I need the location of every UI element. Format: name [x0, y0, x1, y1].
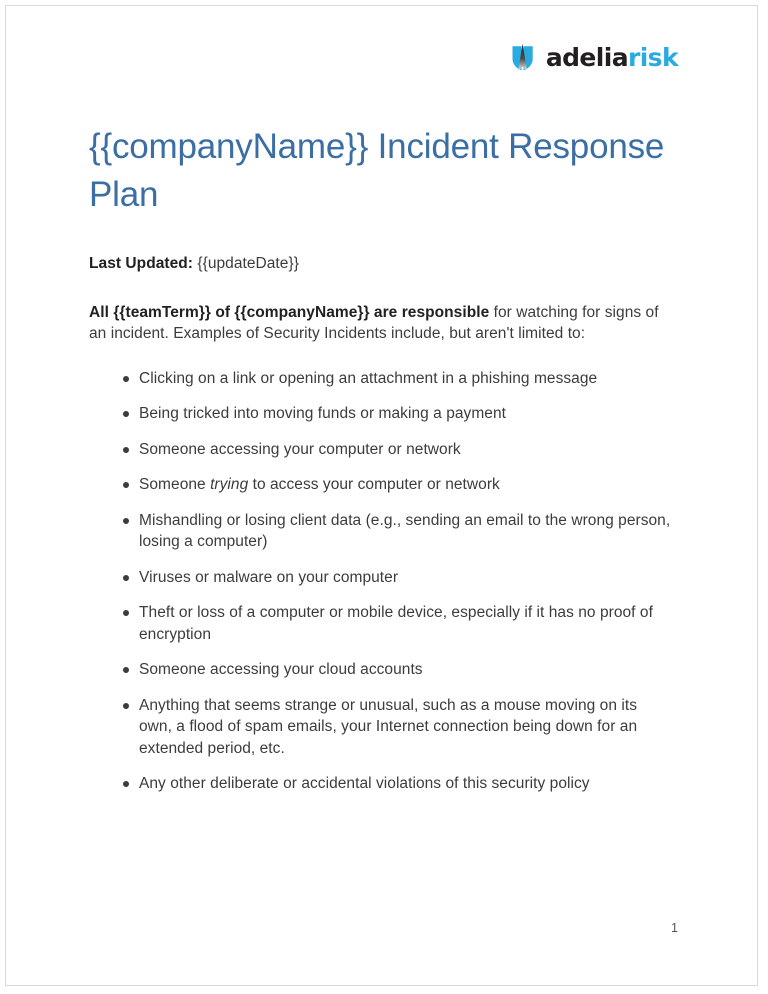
list-item [89, 474, 676, 496]
list-item-text-italic: trying [210, 476, 249, 493]
list-item-text: Any other deliberate or accidental violations of this security policy [139, 775, 590, 792]
incident-examples-list [89, 368, 676, 795]
list-item [89, 368, 676, 390]
list-item-text: Viruses or malware on your computer [139, 568, 399, 586]
last-updated-value: {{updateDate}} [197, 255, 299, 272]
list-item [89, 439, 676, 461]
list-item [89, 602, 674, 645]
intro-bold-lead: All {{teamTerm}} of {{companyName}} are responsible [89, 303, 490, 321]
list-item [89, 695, 674, 760]
list-item-text: Mishandling or losing client data (e.g., sending an email to the wrong person, losing a computer) [139, 511, 671, 550]
list-item [89, 773, 676, 795]
list-item-text-after: to access your computer or network [248, 476, 500, 493]
list-item-text-before: Someone [139, 476, 211, 493]
list-item-text: Theft or loss of a computer or mobile device, especially if it has no proof of encryption [139, 604, 653, 643]
intro-paragraph [89, 302, 661, 345]
intro-rest: for watching for signs of an incident. Examples of Security Incidents include, but aren't limited to: [89, 303, 659, 342]
list-item-text: Someone accessing your computer or network [139, 440, 461, 458]
document-page [5, 5, 758, 986]
list-item-text: Anything that seems strange or unusual, such as a mouse moving on its own, a flood of spam emails, your Internet connection being down for an extended period, etc. [139, 696, 638, 757]
list-item [89, 659, 676, 681]
brand-wordmark [545, 42, 678, 72]
list-item [89, 510, 674, 553]
list-item [89, 567, 676, 589]
list-item-text: Being tricked into moving funds or making a payment [139, 405, 506, 422]
adelia-shield-logo-icon [512, 42, 542, 72]
page-number: 1 [671, 921, 678, 935]
last-updated-line [89, 253, 676, 275]
list-item-text: Clicking on a link or opening an attachment in a phishing message [139, 369, 598, 387]
last-updated-label: Last Updated: [89, 255, 193, 272]
brand-logo [512, 42, 678, 72]
document-header [512, 36, 678, 78]
brand-word-primary: adelia [545, 42, 628, 72]
page-title: {{companyName}} Incident Response Plan [89, 127, 665, 214]
document-body [89, 123, 676, 795]
list-item [89, 403, 676, 425]
list-item-text: Someone accessing your cloud accounts [139, 661, 423, 678]
brand-word-accent: risk [627, 42, 678, 72]
